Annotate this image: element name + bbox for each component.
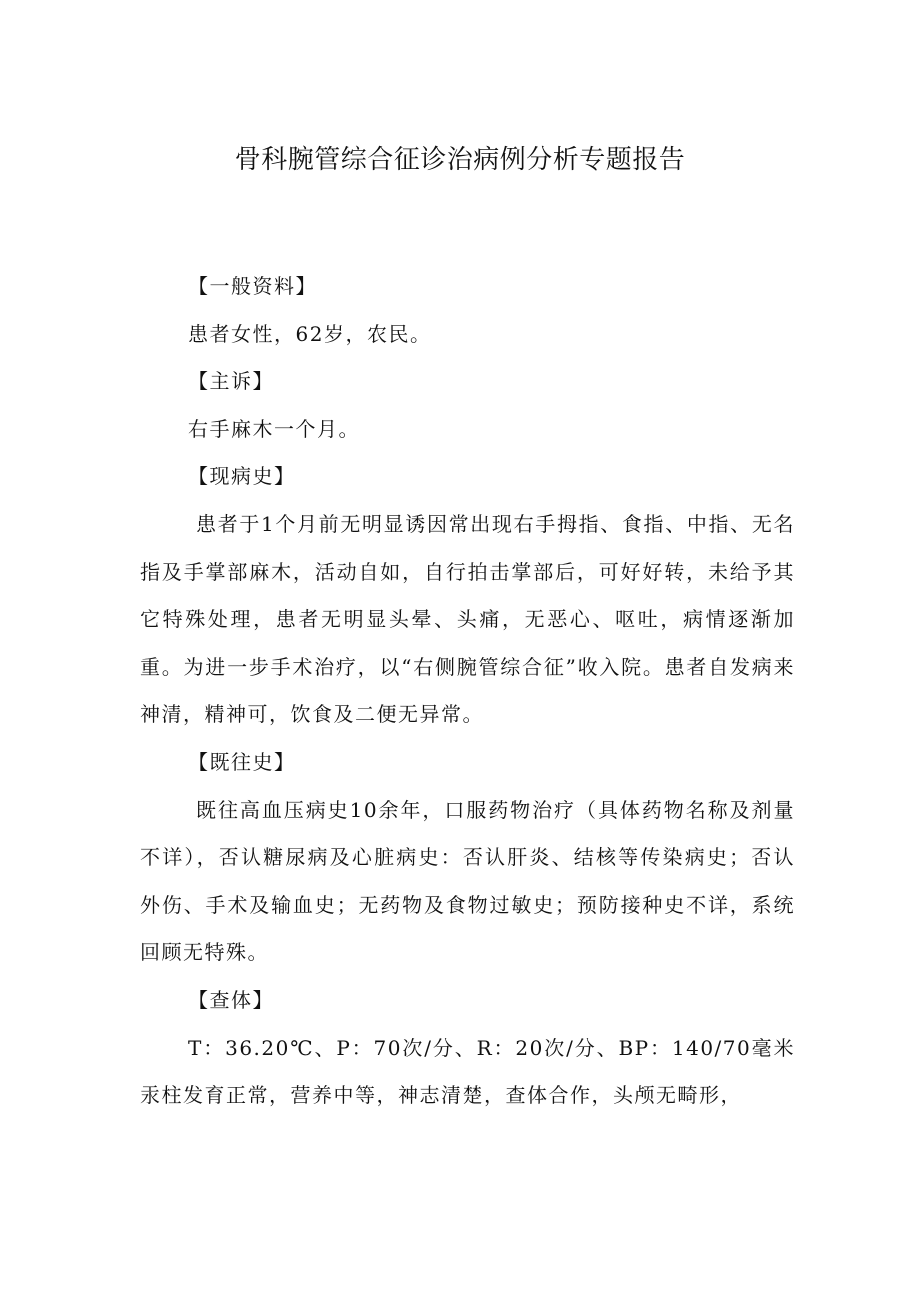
- section-text-chief-complaint: 右手麻木一个月。: [188, 416, 360, 441]
- section-heading-present-illness: 【现病史】: [188, 464, 296, 489]
- section-heading-chief-complaint: 【主诉】: [188, 369, 274, 394]
- section-text-present-illness: 患者于1个月前无明显诱因常出现右手拇指、食指、中指、无名指及手掌部麻木，活动自如，自行拍击掌部后，可好好转，未给予其它特殊处理，患者无明显头晕、头痛，无恶心、呕吐，病情逐渐加重。为进一步手术治疗，以“右侧腕管综合征”收入院。患者自发病来神清，精神可，饮食及二便无异常。: [140, 511, 795, 727]
- section-heading-past-history: 【既往史】: [188, 749, 296, 774]
- section-heading-general: 【一般资料】: [188, 274, 317, 298]
- document-title: 骨科腕管综合征诊治病例分析专题报告: [234, 145, 686, 175]
- document-body: [140, 263, 795, 1120]
- section-heading-exam: 【查体】: [188, 987, 274, 1012]
- section-text-exam: T：36.20℃、P：70次/分、R：20次/分、BP：140/70毫米汞柱发育正常，营养中等，神志清楚，查体合作，头颅无畸形，: [140, 1035, 795, 1108]
- section-text-past-history: 既往高血压病史10余年，口服药物治疗（具体药物名称及剂量不详），否认糖尿病及心脏病史：否认肝炎、结核等传染病史；否认外伤、手术及输血史；无药物及食物过敏史；预防接种史不详，系统回顾无特殊。: [140, 797, 795, 965]
- section-text-general: 患者女性，62岁，农民。: [188, 321, 432, 346]
